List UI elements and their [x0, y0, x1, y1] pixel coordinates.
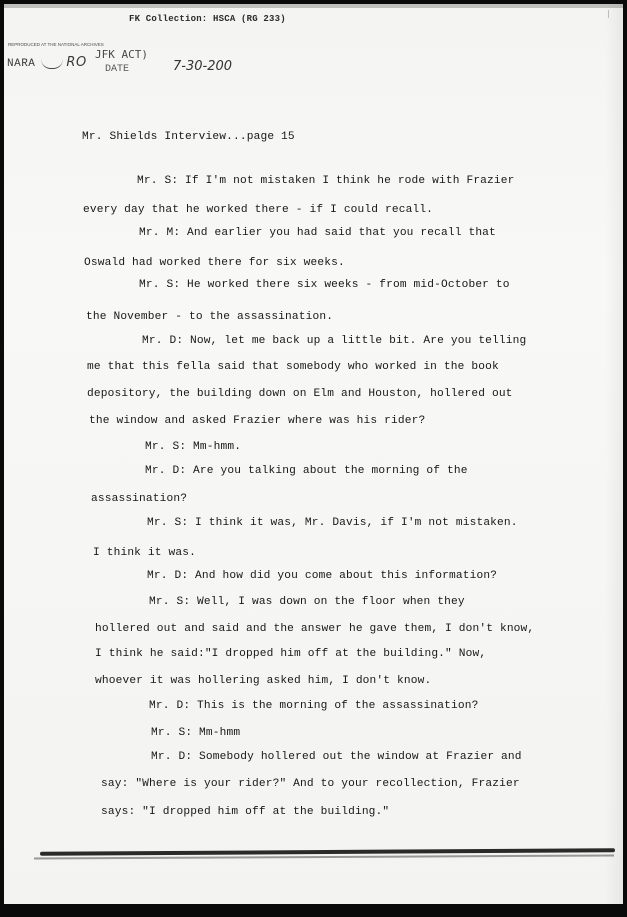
bottom-scan-border: [0, 904, 627, 917]
declassification-stamp: [7, 48, 267, 92]
transcript-line: Mr. S: Well, I was down on the floor when they: [149, 596, 465, 608]
transcript-line: whoever it was hollering asked him, I don't know.: [95, 675, 432, 687]
transcript-line: Mr. D: And how did you come about this information?: [147, 570, 498, 582]
transcript-line: Mr. M: And earlier you had said that you recall that: [139, 227, 496, 239]
nara-label: NARA: [7, 58, 36, 70]
transcript-line: me that this fella said that somebody who worked in the book: [87, 361, 499, 373]
page-header: Mr. Shields Interview...page 15: [82, 131, 295, 143]
declass-row: [7, 54, 87, 70]
transcript-line: every day that he worked there - if I could recall.: [83, 204, 434, 216]
corner-mark: [608, 10, 615, 18]
initials-text: RO: [66, 55, 87, 70]
transcript-line: Mr. S: I think it was, Mr. Davis, if I'm not mistaken.: [147, 517, 518, 529]
transcript-line: the window and asked Frazier where was his rider?: [89, 415, 426, 427]
transcript-line: the November - to the assassination.: [86, 311, 334, 323]
transcript-line: Mr. S: Mm-hmm: [151, 727, 241, 739]
transcript-line: Mr. D: Somebody hollered out the window at Frazier and: [151, 751, 522, 763]
date-value: 7-30-200: [173, 59, 233, 74]
transcript-line: I think he said:"I dropped him off at the building." Now,: [95, 648, 487, 660]
transcript-line: I think it was.: [93, 547, 196, 559]
act-text: JFK ACT): [95, 48, 148, 61]
transcript-line: say: "Where is your rider?" And to your recollection, Frazier: [101, 778, 520, 790]
transcript-line: Mr. S: Mm-hmm.: [145, 441, 242, 453]
transcript-line: says: "I dropped him off at the building.": [101, 806, 390, 818]
transcript-line: Mr. D: This is the morning of the assassination?: [149, 700, 479, 712]
initials-scribble: [41, 54, 63, 69]
transcript-line: depository, the building down on Elm and Houston, hollered out: [87, 388, 513, 400]
document-page: [4, 4, 623, 904]
top-scan-edge: [4, 4, 623, 8]
transcript-line: assassination?: [91, 493, 188, 505]
transcript-line: Mr. S: He worked there six weeks - from mid-October to: [139, 279, 510, 291]
transcript-line: Mr. S: If I'm not mistaken I think he rode with Frazier: [137, 175, 515, 187]
transcript-line: Mr. D: Now, let me back up a little bit. Are you telling: [142, 335, 527, 347]
transcript-line: hollered out and said and the answer he gave them, I don't know,: [95, 623, 535, 635]
archives-stamp: REPRODUCED AT THE NATIONAL ARCHIVES: [8, 42, 104, 47]
transcript-line: Mr. D: Are you talking about the morning of the: [145, 465, 468, 477]
page-shadow: [605, 4, 623, 904]
date-label: DATE: [105, 64, 130, 75]
transcript-line: Oswald had worked there for six weeks.: [84, 257, 345, 269]
collection-stamp: FK Collection: HSCA (RG 233): [129, 14, 286, 24]
